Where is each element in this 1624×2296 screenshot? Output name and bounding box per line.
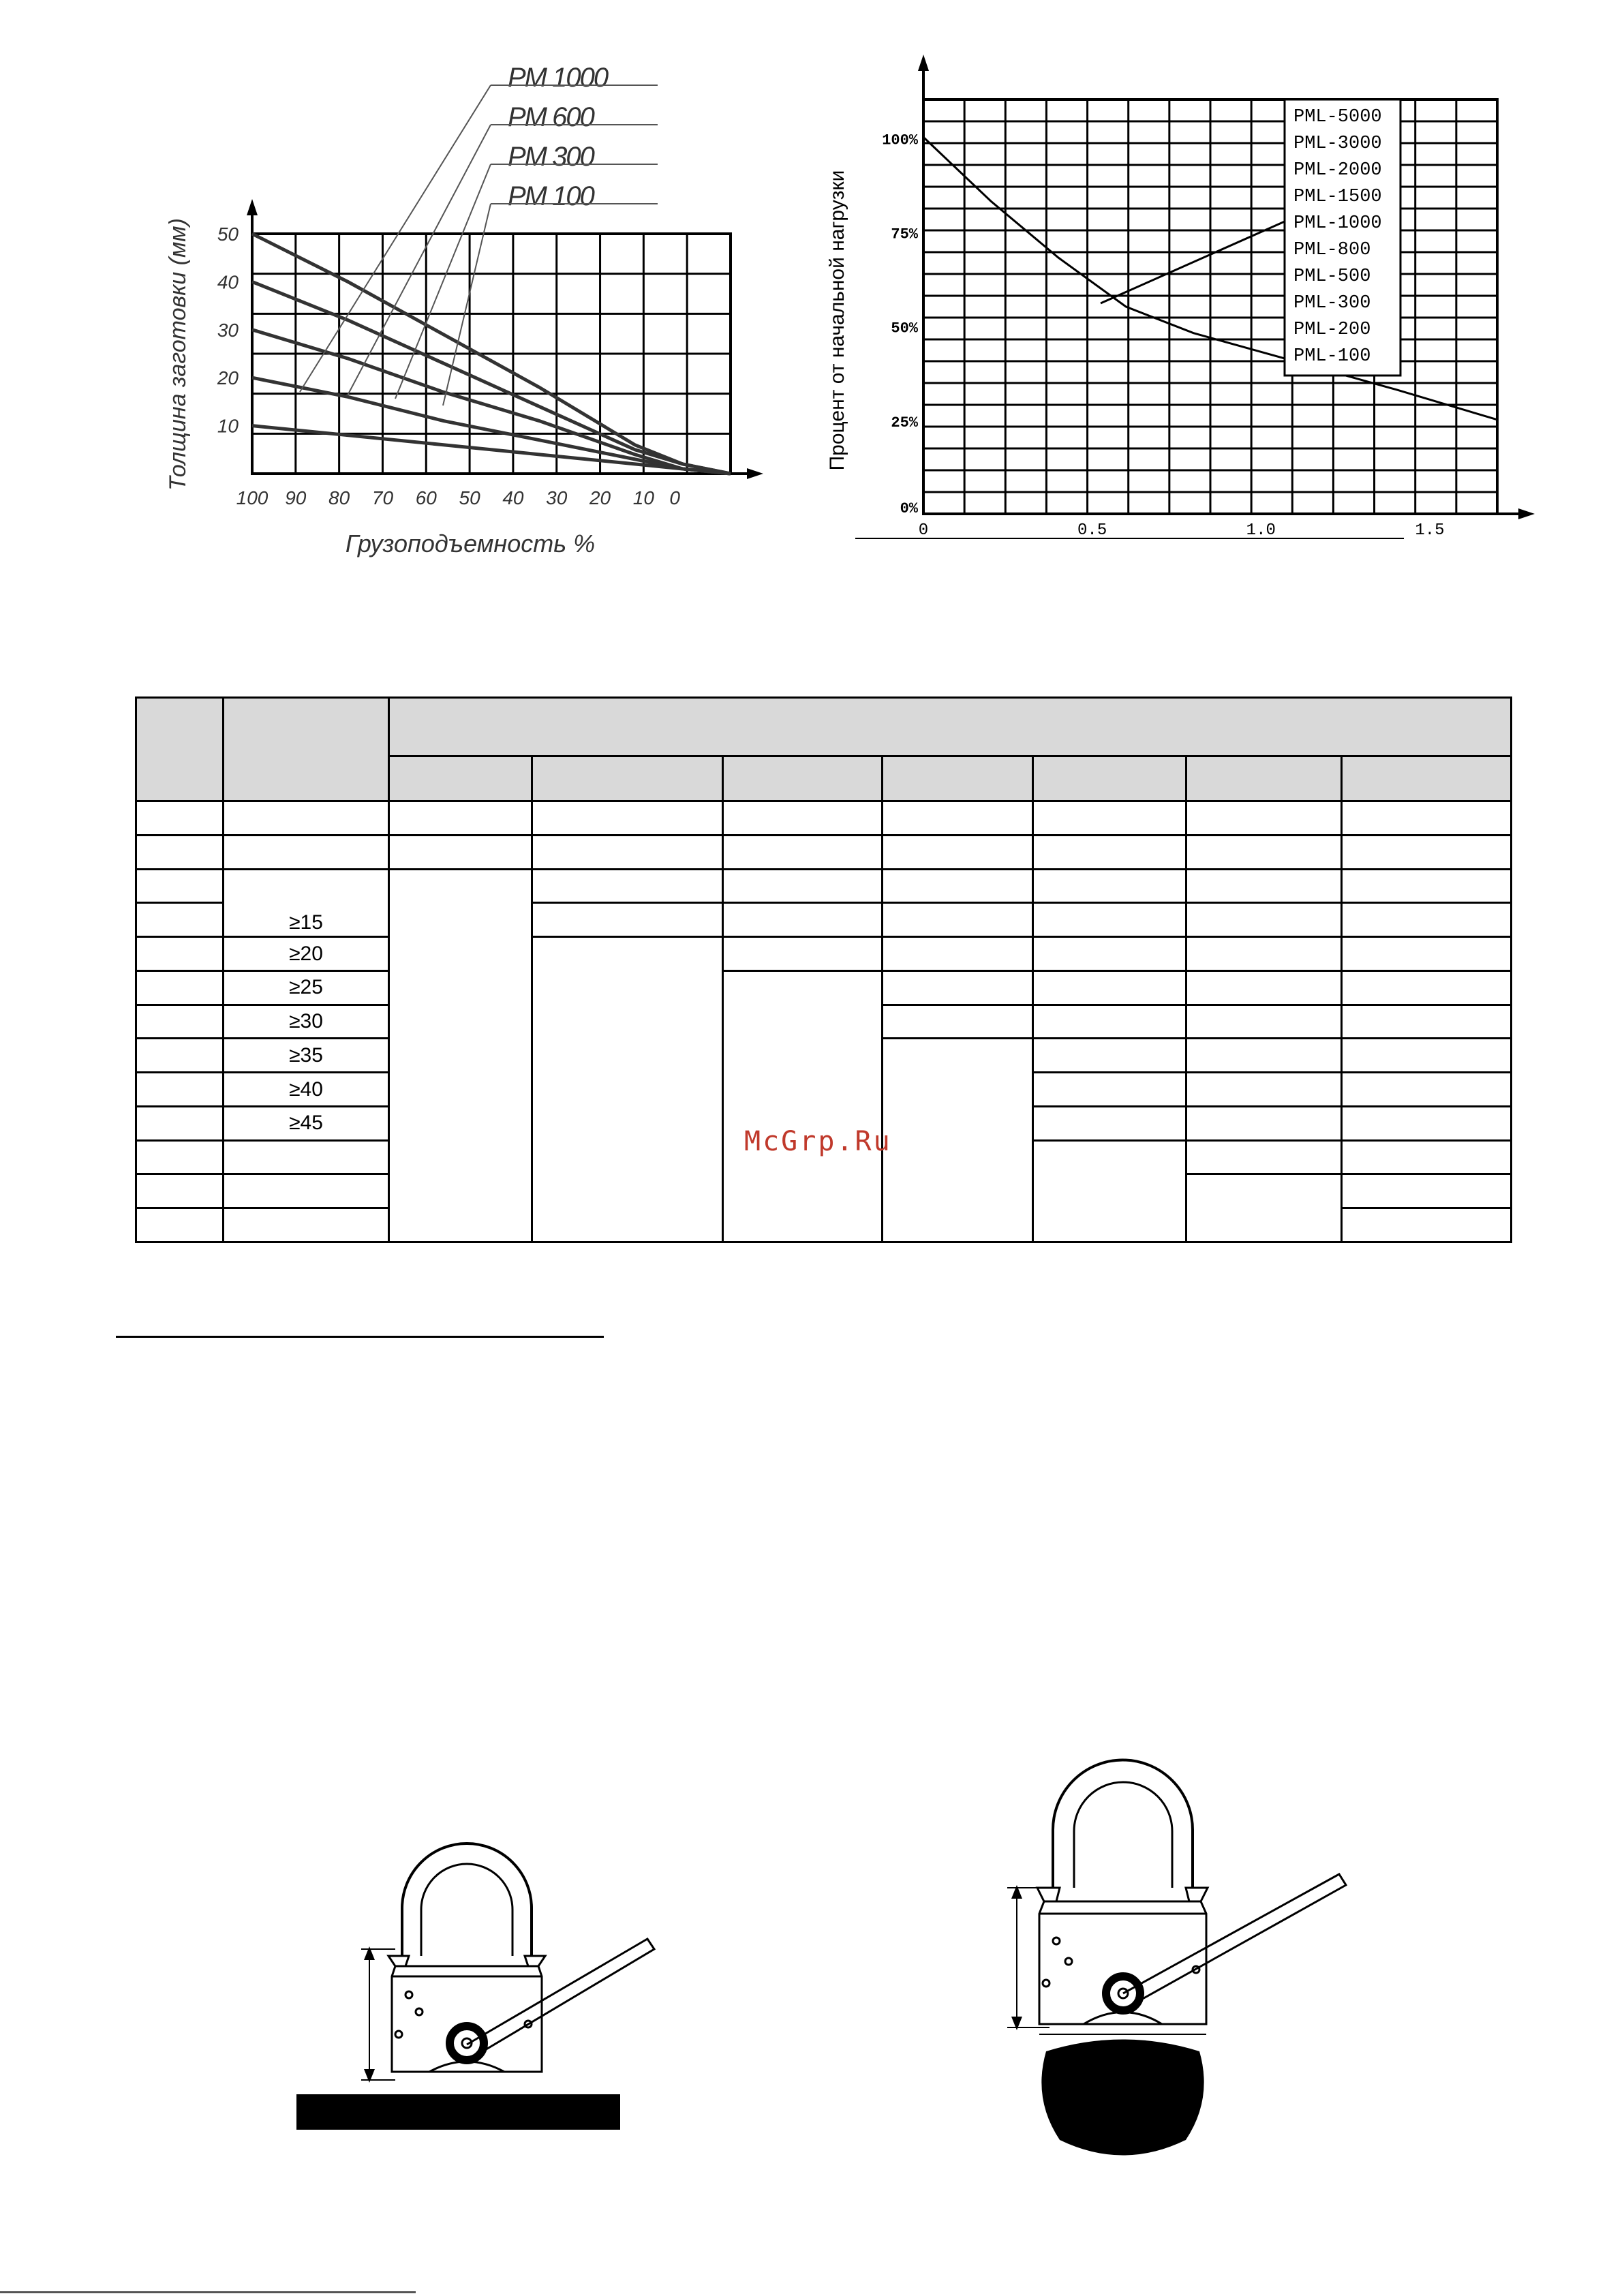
table-cell bbox=[883, 903, 1033, 937]
table-cell bbox=[224, 1140, 389, 1174]
table-cell bbox=[1342, 970, 1512, 1005]
section-divider bbox=[116, 1336, 604, 1338]
table-cell bbox=[1342, 1005, 1512, 1039]
load-percentage-chart bbox=[804, 48, 1540, 566]
table-cell bbox=[532, 869, 723, 903]
table-row bbox=[136, 836, 1512, 870]
thickness-cell bbox=[224, 970, 389, 1005]
table-cell bbox=[1033, 1039, 1186, 1073]
right-legend bbox=[1285, 100, 1400, 376]
magnet-on-round-bar-illustration bbox=[988, 1745, 1370, 2188]
table-cell bbox=[1186, 1140, 1342, 1174]
y-tick-label: 10 bbox=[217, 415, 239, 437]
table-cell bbox=[723, 970, 883, 1242]
y-tick-label: 25% bbox=[891, 414, 918, 431]
thickness-capacity-chart bbox=[150, 48, 763, 579]
x-tick-label: 0.5 bbox=[1077, 521, 1107, 540]
table-cell bbox=[136, 937, 224, 971]
left-x-ticks bbox=[236, 487, 681, 508]
left-y-label: Толщина заготовки (мм) bbox=[165, 218, 191, 491]
table-cell bbox=[224, 1174, 389, 1208]
table-cell bbox=[136, 1073, 224, 1107]
table-cell bbox=[1186, 801, 1342, 836]
table-cell bbox=[1033, 1073, 1186, 1107]
table-cell bbox=[1186, 1073, 1342, 1107]
x-tick-label: 10 bbox=[632, 487, 654, 508]
table-cell bbox=[1033, 801, 1186, 836]
magnet-on-flat-plate-illustration bbox=[293, 1826, 675, 2167]
table-cell bbox=[1342, 801, 1512, 836]
table-cell bbox=[1033, 970, 1186, 1005]
table-cell bbox=[1186, 1174, 1342, 1242]
legend-label: PML-1000 bbox=[1293, 213, 1382, 234]
table-cell bbox=[883, 836, 1033, 870]
thickness-value: ≥25 bbox=[289, 976, 323, 999]
table-cell bbox=[723, 903, 883, 937]
table-cell bbox=[1186, 869, 1342, 903]
subheader-cell bbox=[1033, 756, 1186, 801]
right-y-label: Процент от начальной нагрузки bbox=[826, 170, 848, 471]
legend-label: PML-1500 bbox=[1293, 187, 1382, 207]
table-cell bbox=[883, 1005, 1033, 1039]
table-cell bbox=[1342, 937, 1512, 971]
subheader-cell bbox=[883, 756, 1033, 801]
table-cell bbox=[532, 903, 723, 937]
knob-icon bbox=[450, 2026, 484, 2060]
table-row bbox=[136, 970, 1512, 1005]
series-line-3 bbox=[252, 378, 731, 474]
thickness-value: ≥40 bbox=[289, 1077, 323, 1101]
left-y-ticks bbox=[217, 224, 239, 437]
subheader-cell bbox=[1342, 756, 1512, 801]
thickness-cell bbox=[224, 1106, 389, 1140]
table-cell bbox=[1342, 903, 1512, 937]
legend-label: PM 1000 bbox=[508, 63, 608, 93]
legend-label: PM 600 bbox=[508, 102, 594, 132]
table-cell bbox=[723, 801, 883, 836]
x-tick-label: 20 bbox=[589, 487, 611, 508]
table-row bbox=[136, 801, 1512, 836]
table-cell bbox=[883, 801, 1033, 836]
table-cell bbox=[136, 1140, 224, 1174]
table-cell bbox=[136, 869, 224, 903]
table-row bbox=[136, 869, 1512, 903]
table-cell bbox=[136, 1174, 224, 1208]
x-tick-label: 80 bbox=[328, 487, 350, 508]
y-tick-label: 20 bbox=[217, 367, 239, 389]
table-cell bbox=[532, 801, 723, 836]
thickness-value: ≥20 bbox=[289, 942, 323, 965]
subheader-cell bbox=[1186, 756, 1342, 801]
right-y-arrow-icon bbox=[918, 55, 929, 71]
left-x-label: Грузоподъемность % bbox=[345, 530, 596, 557]
table-cell bbox=[136, 836, 224, 870]
x-tick-label: 50 bbox=[459, 487, 480, 508]
legend-label: PM 100 bbox=[508, 181, 594, 211]
x-tick-label: 40 bbox=[502, 487, 524, 508]
table-cell bbox=[1186, 836, 1342, 870]
y-tick-label: 0% bbox=[900, 500, 918, 517]
y-tick-label: 100% bbox=[882, 132, 918, 149]
table-cell bbox=[1186, 1005, 1342, 1039]
table-cell bbox=[1342, 836, 1512, 870]
subheader-cell bbox=[723, 756, 883, 801]
legend-label: PM 300 bbox=[508, 142, 594, 172]
thickness-cell bbox=[224, 937, 389, 971]
header-cell-thickness bbox=[224, 698, 389, 801]
table-cell bbox=[136, 1208, 224, 1242]
y-tick-label: 50% bbox=[891, 320, 918, 337]
table-cell bbox=[883, 937, 1033, 971]
table-row bbox=[136, 937, 1512, 971]
table-cell bbox=[136, 970, 224, 1005]
left-legend bbox=[491, 63, 658, 211]
watermark: McGrp.Ru bbox=[744, 1126, 892, 1157]
x-tick-label: 70 bbox=[371, 487, 394, 508]
x-tick-label: 0 bbox=[669, 487, 680, 508]
table-cell bbox=[136, 801, 224, 836]
subheader-cell bbox=[532, 756, 723, 801]
y-tick-label: 30 bbox=[217, 319, 239, 341]
y-tick-label: 75% bbox=[891, 226, 918, 243]
left-y-arrow-icon bbox=[247, 199, 258, 215]
table-cell bbox=[1342, 1140, 1512, 1174]
table-cell bbox=[1033, 1106, 1186, 1140]
thickness-value: ≥30 bbox=[289, 1010, 323, 1033]
header-cell-capacity bbox=[389, 698, 1512, 756]
table-cell bbox=[723, 937, 883, 971]
table-cell bbox=[1033, 836, 1186, 870]
table-cell bbox=[1033, 1140, 1186, 1242]
y-tick-label: 40 bbox=[217, 271, 239, 293]
legend-label: PML-100 bbox=[1293, 346, 1371, 367]
thickness-value: ≥35 bbox=[289, 1043, 323, 1067]
table-cell bbox=[1186, 903, 1342, 937]
table-cell bbox=[389, 836, 532, 870]
legend-label: PML-2000 bbox=[1293, 160, 1382, 181]
table-cell bbox=[532, 836, 723, 870]
table-cell bbox=[389, 801, 532, 836]
round-steel-bar bbox=[1041, 2040, 1204, 2156]
table-cell bbox=[1033, 869, 1186, 903]
left-x-arrow-icon bbox=[747, 468, 763, 479]
table-cell bbox=[1186, 1106, 1342, 1140]
table-cell bbox=[883, 869, 1033, 903]
x-tick-label: 30 bbox=[546, 487, 568, 508]
thickness-cell bbox=[224, 1039, 389, 1073]
table-cell bbox=[224, 836, 389, 870]
thickness-value: ≥15 bbox=[289, 911, 323, 934]
table-cell bbox=[1033, 1005, 1186, 1039]
thickness-value: ≥45 bbox=[289, 1112, 323, 1135]
flat-steel-plate bbox=[296, 2094, 620, 2130]
thickness-cell bbox=[224, 869, 389, 936]
table-cell bbox=[136, 1005, 224, 1039]
table-cell bbox=[883, 1039, 1033, 1242]
table-cell bbox=[1342, 1174, 1512, 1208]
load-capacity-table bbox=[135, 697, 1512, 1243]
table-cell bbox=[883, 970, 1033, 1005]
x-tick-label: 0 bbox=[918, 521, 929, 540]
right-y-ticks bbox=[882, 132, 919, 517]
table-cell bbox=[1342, 1106, 1512, 1140]
table-cell bbox=[1186, 970, 1342, 1005]
table-cell bbox=[723, 869, 883, 903]
right-grid bbox=[923, 100, 1497, 514]
legend-label: PML-3000 bbox=[1293, 134, 1382, 154]
x-tick-label: 90 bbox=[285, 487, 307, 508]
legend-label: PML-800 bbox=[1293, 240, 1371, 260]
right-x-arrow-icon bbox=[1518, 508, 1535, 519]
table-cell bbox=[1342, 1073, 1512, 1107]
thickness-cell bbox=[224, 1073, 389, 1107]
table-cell bbox=[723, 836, 883, 870]
table-cell bbox=[224, 801, 389, 836]
right-x-ticks bbox=[919, 521, 1445, 540]
table-cell bbox=[1186, 1039, 1342, 1073]
left-leader-lines bbox=[300, 85, 491, 405]
x-tick-label: 60 bbox=[415, 487, 437, 508]
table-cell bbox=[224, 1208, 389, 1242]
table-cell bbox=[136, 1039, 224, 1073]
table-header-row bbox=[136, 698, 1512, 756]
subheader-cell bbox=[389, 756, 532, 801]
legend-label: PML-200 bbox=[1293, 320, 1371, 340]
table-cell bbox=[1342, 869, 1512, 903]
thickness-cell bbox=[224, 1005, 389, 1039]
footer-divider bbox=[0, 2291, 416, 2293]
table-cell bbox=[136, 1106, 224, 1140]
x-tick-label: 100 bbox=[236, 487, 269, 508]
table-cell bbox=[1033, 937, 1186, 971]
legend-label: PML-5000 bbox=[1293, 107, 1382, 127]
series-line-2 bbox=[252, 330, 731, 474]
x-tick-label: 1.5 bbox=[1415, 521, 1445, 540]
x-tick-label: 1.0 bbox=[1246, 521, 1276, 540]
table-cell bbox=[1033, 903, 1186, 937]
legend-label: PML-300 bbox=[1293, 293, 1371, 313]
header-cell-model bbox=[136, 698, 224, 801]
table-cell bbox=[1342, 1039, 1512, 1073]
table-cell bbox=[1186, 937, 1342, 971]
table-cell bbox=[532, 937, 723, 1242]
series-line-1 bbox=[252, 281, 731, 474]
y-tick-label: 50 bbox=[217, 224, 239, 245]
table-cell bbox=[1342, 1208, 1512, 1242]
table-cell bbox=[389, 869, 532, 1242]
table-cell bbox=[136, 903, 224, 937]
legend-label: PML-500 bbox=[1293, 266, 1371, 287]
